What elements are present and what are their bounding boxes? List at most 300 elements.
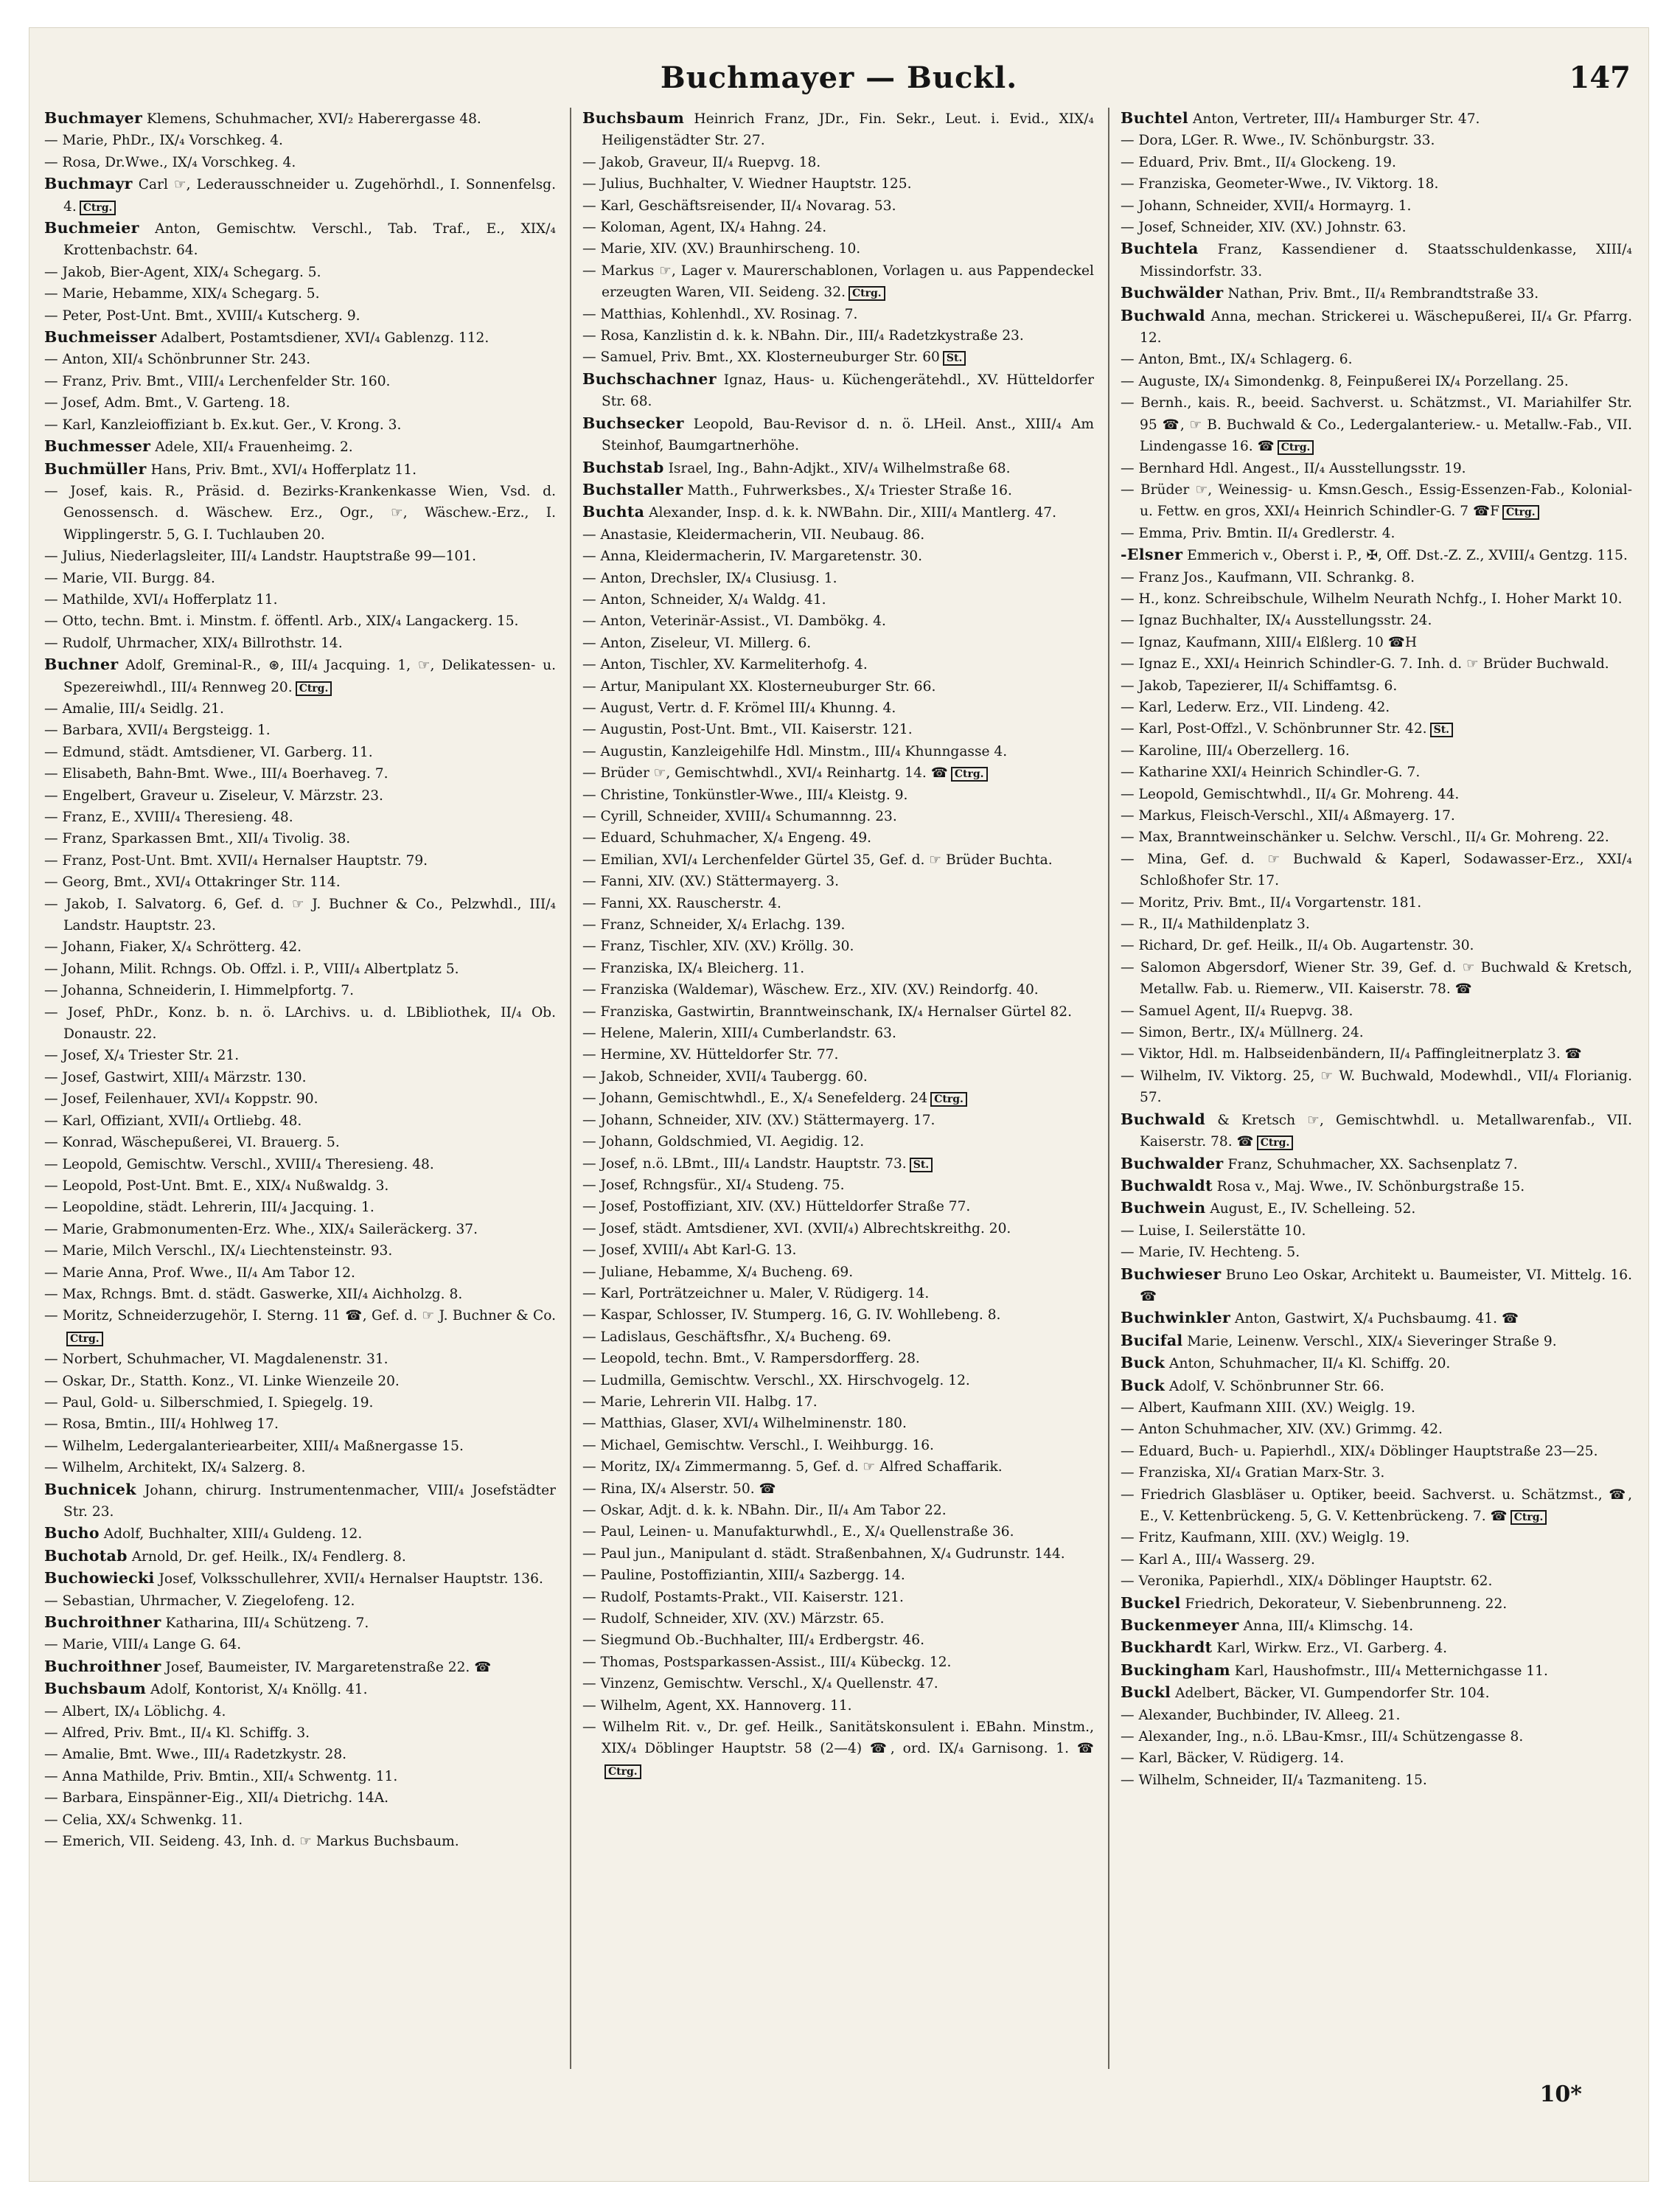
entry-text: — Leopold, Gemischtwhdl., II/₄ Gr. Mohreng. 44.	[1121, 786, 1460, 802]
directory-entry-headword	[44, 1612, 556, 1634]
entry-text: Franz, Schuhmacher, XX. Sachsenplatz 7.	[1227, 1156, 1518, 1172]
entry-text: — Franz, Priv. Bmt., VIII/₄ Lerchenfelder Str. 160.	[44, 373, 391, 389]
directory-entry-headword	[582, 479, 1094, 501]
entry-text: — Marie, VII. Burgg. 84.	[44, 570, 215, 586]
directory-entry	[582, 741, 1094, 762]
directory-entry-headword	[1121, 1197, 1632, 1220]
entry-text: — Julius, Buchhalter, V. Wiedner Hauptstr. 125.	[582, 176, 912, 192]
directory-entry	[44, 371, 556, 392]
entry-text: — Rina, IX/₄ Alserstr. 50. ☎	[582, 1481, 776, 1497]
entry-text: — Samuel, Priv. Bmt., XX. Klosterneuburger Str. 60	[582, 349, 940, 366]
entry-text: — R., II/₄ Mathildenplatz 3.	[1121, 917, 1310, 933]
entry-text: — Max, Branntweinschänker u. Selchw. Verschl., II/₄ Gr. Mohreng. 22.	[1121, 830, 1609, 846]
directory-entry	[44, 936, 556, 958]
entry-text: — Alfred, Priv. Bmt., II/₄ Kl. Schiffg. 3.	[44, 1725, 310, 1742]
entry-surname: Buchtela	[1121, 240, 1199, 258]
entry-text: — Karl, Porträtzeichner u. Maler, V. Rüdigerg. 14.	[582, 1285, 930, 1301]
entry-text: Bruno Leo Oskar, Architekt u. Baumeister, VI. Mittelg. 16. ☎	[1140, 1267, 1632, 1304]
entry-text: Anna, III/₄ Klimschg. 14.	[1243, 1618, 1414, 1635]
directory-entry	[44, 980, 556, 1001]
directory-entry	[1121, 1065, 1632, 1109]
entry-text: — Alexander, Buchbinder, IV. Alleeg. 21.	[1121, 1707, 1401, 1723]
directory-entry	[44, 720, 556, 741]
directory-entry	[582, 1044, 1094, 1065]
directory-entry	[582, 1023, 1094, 1044]
entry-text: Alexander, Insp. d. k. k. NWBahn. Dir., XIII/₄ Mantlerg. 47.	[649, 505, 1057, 521]
directory-entry	[44, 1744, 556, 1765]
directory-entry	[1121, 588, 1632, 610]
entry-surname: -Elsner	[1121, 546, 1183, 564]
entry-surname: Buchtel	[1121, 109, 1189, 127]
entry-text: — Barbara, Einspänner-Eig., XII/₄ Dietrichg. 14A.	[44, 1790, 389, 1806]
entry-text: — Samuel Agent, II/₄ Ruepvg. 38.	[1121, 1003, 1353, 1019]
directory-entry	[44, 1349, 556, 1370]
directory-entry-headword	[1121, 1593, 1632, 1615]
entry-text: — Josef, X/₄ Triester Str. 21.	[44, 1048, 240, 1064]
directory-entry	[44, 1436, 556, 1457]
entry-surname: Buchwald	[1121, 306, 1206, 324]
directory-entry	[582, 1110, 1094, 1131]
entry-text: — Konrad, Wäschepußerei, VI. Brauerg. 5.	[44, 1135, 340, 1151]
directory-entry	[44, 130, 556, 151]
entry-surname: Buchstab	[582, 458, 664, 476]
directory-entry	[44, 1067, 556, 1088]
directory-entry	[44, 568, 556, 589]
entry-text: — Josef, PhDr., Konz. b. n. ö. LArchivs. u. d. LBibliothek, II/₄ Ob. Donaustr. 22.	[44, 1004, 556, 1043]
directory-entry	[582, 1630, 1094, 1651]
entry-surname: Buchmesser	[44, 437, 151, 456]
column-divider	[570, 108, 571, 2069]
entry-text: — Ignaz, Kaufmann, XIII/₄ Elßlerg. 10 ☎H	[1121, 634, 1418, 650]
entry-text: Adele, XII/₄ Frauenheimg. 2.	[155, 439, 353, 456]
entry-badge: Ctrg.	[1511, 1510, 1547, 1525]
entry-text: — Johanna, Schneiderin, I. Himmelpfortg. 7.	[44, 983, 355, 999]
entry-text: Adolf, V. Schönbrunner Str. 66.	[1169, 1378, 1384, 1394]
directory-entry	[582, 1391, 1094, 1413]
entry-text: — Wilhelm, IV. Viktorg. 25, ☞ W. Buchwald, Modewhdl., VII/₄ Florianig. 57.	[1121, 1068, 1632, 1106]
directory-entry	[582, 304, 1094, 325]
entry-text: — Georg, Bmt., XVI/₄ Ottakringer Str. 114.	[44, 874, 341, 891]
directory-entry	[44, 283, 556, 305]
directory-entry	[582, 1456, 1094, 1478]
directory-entry	[582, 936, 1094, 957]
directory-entry-headword	[1121, 544, 1632, 566]
directory-entry	[1121, 371, 1632, 392]
directory-entry	[582, 1131, 1094, 1152]
directory-entry	[44, 1787, 556, 1809]
entry-surname: Buchowiecki	[44, 1569, 155, 1587]
directory-entry	[44, 1722, 556, 1744]
directory-entry-headword	[44, 459, 556, 481]
directory-entry	[44, 828, 556, 849]
directory-entry-headword	[582, 501, 1094, 524]
directory-entry	[44, 1284, 556, 1305]
directory-entry	[44, 850, 556, 872]
directory-entry	[582, 195, 1094, 217]
directory-entry	[582, 1521, 1094, 1543]
entry-text: Hans, Priv. Bmt., XVI/₄ Hofferplatz 11.	[150, 462, 417, 478]
directory-entry-headword	[44, 108, 556, 130]
directory-entry	[1121, 892, 1632, 914]
entry-badge: Ctrg.	[66, 1332, 103, 1346]
entry-text: — Jakob, Schneider, XVII/₄ Taubergg. 60.	[582, 1068, 868, 1085]
entry-text: — Luise, I. Seilerstätte 10.	[1121, 1222, 1306, 1239]
directory-entry	[582, 1304, 1094, 1326]
directory-entry	[44, 1262, 556, 1284]
entry-text: — Jakob, Bier-Agent, XIX/₄ Schegarg. 5.	[44, 264, 321, 280]
directory-entry-headword	[1121, 1615, 1632, 1637]
directory-entry	[582, 1283, 1094, 1304]
entry-text: — Karl A., III/₄ Wasserg. 29.	[1121, 1551, 1315, 1568]
directory-entry	[582, 676, 1094, 698]
directory-entry	[1121, 1220, 1632, 1242]
directory-entry	[1121, 632, 1632, 653]
running-title: Buchmayer — Buckl.	[660, 60, 1018, 95]
directory-entry	[582, 347, 1094, 368]
entry-text: — Matthias, Kohlenhdl., XV. Rosinag. 7.	[582, 306, 858, 322]
entry-text: — Marie, VIII/₄ Lange G. 64.	[44, 1637, 242, 1653]
directory-entry	[1121, 458, 1632, 479]
directory-entry	[44, 807, 556, 828]
directory-entry	[582, 1348, 1094, 1369]
directory-entry-headword	[1121, 1330, 1632, 1352]
directory-entry	[582, 1500, 1094, 1521]
entry-surname: Buchmeier	[44, 219, 139, 237]
directory-entry	[582, 173, 1094, 195]
entry-text: — Josef, kais. R., Präsid. d. Bezirks-Krankenkasse Wien, Vsd. d. Genossensch. d. Wäschew. Erz., Ogr., ☞, Wäschew.-Erz., I. Wipplingerstr. 5, G. I. Tuchlauben 20.	[44, 483, 556, 543]
entry-text: — Rosa, Bmtin., III/₄ Hohlweg 17.	[44, 1416, 279, 1433]
entry-text: — Johann, Goldschmied, VI. Aegidig. 12.	[582, 1134, 865, 1150]
directory-entry	[582, 1435, 1094, 1456]
entry-surname: Buchwaldt	[1121, 1176, 1213, 1194]
entry-text: Adolf, Greminal-R., ⊛, III/₄ Jacquing. 1, ☞, Delikatessen- u. Spezereiwhdl., III/₄ Rennweg 20.	[63, 658, 556, 695]
entry-text: — Auguste, IX/₄ Simondenkg. 8, Feinpußerei IX/₄ Porzellang. 25.	[1121, 373, 1569, 389]
directory-entry	[582, 1478, 1094, 1500]
directory-entry	[582, 1370, 1094, 1391]
entry-surname: Buchta	[582, 503, 645, 521]
entry-surname: Buchwieser	[1121, 1265, 1222, 1283]
entry-text: — August, Vertr. d. F. Krömel III/₄ Khunng. 4.	[582, 700, 896, 716]
directory-entry	[582, 1565, 1094, 1586]
directory-entry	[44, 1002, 556, 1046]
entry-text: — Dora, LGer. R. Wwe., IV. Schönburgstr. 33.	[1121, 133, 1435, 149]
entry-text: — Emilian, XVI/₄ Lerchenfelder Gürtel 35, Gef. d. ☞ Brüder Buchta.	[582, 852, 1053, 868]
directory-entry	[582, 1608, 1094, 1630]
directory-entry	[1121, 523, 1632, 544]
directory-entry	[1121, 1726, 1632, 1747]
directory-entry-headword	[1121, 1682, 1632, 1704]
entry-surname: Buckhardt	[1121, 1638, 1213, 1657]
entry-text: — Julius, Niederlagsleiter, III/₄ Landstr. Hauptstraße 99—101.	[44, 549, 476, 565]
entry-text: — Leopold, Post-Unt. Bmt. E., XIX/₄ Nußwaldg. 3.	[44, 1178, 389, 1194]
directory-entry	[44, 1175, 556, 1197]
entry-text: — Josef, Schneider, XIV. (XV.) Johnstr. 63.	[1121, 220, 1407, 236]
entry-text: — Leopoldine, städt. Lehrerin, III/₄ Jacquing. 1.	[44, 1200, 374, 1216]
entry-text: — Josef, Postoffiziant, XIV. (XV.) Hütteldorfer Straße 77.	[582, 1199, 971, 1215]
entry-text: — Paul, Gold- u. Silberschmied, I. Spiegelg. 19.	[44, 1394, 374, 1411]
directory-entry	[1121, 1397, 1632, 1419]
directory-entry	[582, 568, 1094, 589]
directory-entry-headword	[1121, 1264, 1632, 1308]
directory-entry	[582, 1239, 1094, 1261]
entry-text: — Wilhelm, Schneider, II/₄ Tazmaniteng. 15.	[1121, 1772, 1427, 1788]
entry-text: — Wilhelm, Ledergalanteriearbeiter, XIII/₄ Maßnergasse 15.	[44, 1438, 464, 1454]
entry-text: — Siegmund Ob.-Buchhalter, III/₄ Erdbergstr. 46.	[582, 1632, 924, 1649]
entry-text: — Helene, Malerin, XIII/₄ Cumberlandstr. 63.	[582, 1026, 896, 1042]
entry-text: — Franz, Sparkassen Bmt., XII/₄ Tivolig. 38.	[44, 831, 351, 847]
directory-entry	[582, 871, 1094, 892]
entry-badge: Ctrg.	[951, 767, 988, 782]
entry-text: — Bernhard Hdl. Angest., II/₄ Ausstellungsstr. 19.	[1121, 460, 1466, 476]
directory-entry-headword	[44, 1545, 556, 1568]
entry-text: — Katharine XXI/₄ Heinrich Schindler-G. 7.	[1121, 765, 1421, 781]
directory-entry-headword	[44, 218, 556, 262]
entry-text: — Oskar, Adjt. d. k. k. NBahn. Dir., II/₄ Am Tabor 22.	[582, 1503, 947, 1518]
directory-entry	[1121, 697, 1632, 718]
entry-text: — H., konz. Schreibschule, Wilhelm Neurath Nchfg., I. Hoher Markt 10.	[1121, 591, 1623, 607]
signature-mark: 10*	[1539, 2081, 1582, 2107]
entry-text: — Oskar, Dr., Statth. Konz., VI. Linke Wienzeile 20.	[44, 1373, 400, 1389]
directory-entry	[1121, 1001, 1632, 1022]
entry-text: — Veronika, Papierhdl., XIX/₄ Döblinger Hauptstr. 62.	[1121, 1573, 1493, 1590]
entry-text: — Fritz, Kaufmann, XIII. (XV.) Weiglg. 19.	[1121, 1530, 1410, 1546]
directory-entry-headword	[44, 1678, 556, 1700]
entry-text: — Anton, XII/₄ Schönbrunner Str. 243.	[44, 352, 311, 368]
entry-text: — Christine, Tonkünstler-Wwe., III/₄ Kleistg. 9.	[582, 787, 908, 803]
entry-text: Matth., Fuhrwerksbes., X/₄ Triester Straße 16.	[687, 482, 1012, 498]
directory-entry-headword	[44, 1656, 556, 1678]
directory-entry	[1121, 567, 1632, 588]
entry-text: — Anna, Kleidermacherin, IV. Margaretenstr. 30.	[582, 549, 923, 565]
directory-entry	[1121, 152, 1632, 173]
entry-surname: Buck	[1121, 1354, 1165, 1372]
directory-entry	[44, 959, 556, 980]
directory-entry	[44, 1110, 556, 1132]
entry-surname: Buckel	[1121, 1593, 1181, 1612]
entry-text: Johann, chirurg. Instrumentenmacher, VIII/₄ Josefstädter Str. 23.	[63, 1482, 556, 1520]
directory-entry	[582, 589, 1094, 611]
directory-entry	[44, 1219, 556, 1240]
directory-entry	[582, 1153, 1094, 1175]
entry-surname: Buchsbaum	[582, 109, 685, 127]
entry-text: — Karl, Offiziant, XVII/₄ Ortliebg. 48.	[44, 1113, 302, 1129]
entry-text: — Leopold, Gemischtw. Verschl., XVIII/₄ Theresieng. 48.	[44, 1156, 434, 1172]
entry-text: — Josef, Feilenhauer, XVI/₄ Koppstr. 90.	[44, 1091, 318, 1107]
entry-text: — Anna Mathilde, Priv. Bmtin., XII/₄ Schwentg. 11.	[44, 1768, 398, 1784]
entry-text: — Barbara, XVII/₄ Bergsteigg. 1.	[44, 723, 271, 739]
directory-entry	[1121, 675, 1632, 697]
entry-text: Anton, Schuhmacher, II/₄ Kl. Schiffg. 20.	[1169, 1356, 1451, 1372]
directory-entry	[1121, 1484, 1632, 1528]
entry-surname: Buchwein	[1121, 1199, 1206, 1217]
directory-entry	[1121, 762, 1632, 783]
directory-entry	[1121, 1419, 1632, 1440]
directory-entry-headword	[1121, 108, 1632, 130]
directory-entry	[582, 217, 1094, 238]
entry-text: — Anton, Ziseleur, VI. Millerg. 6.	[582, 635, 812, 651]
directory-entry	[582, 958, 1094, 979]
entry-text: — Richard, Dr. gef. Heilk., II/₄ Ob. Augartenstr. 30.	[1121, 938, 1474, 954]
entry-text: — Peter, Post-Unt. Bmt., XVIII/₄ Kutscherg. 9.	[44, 307, 360, 324]
entry-badge: Ctrg.	[1278, 440, 1314, 455]
directory-entry	[44, 262, 556, 283]
directory-entry	[44, 785, 556, 807]
entry-text: — Franz, Post-Unt. Bmt. XVII/₄ Hernalser Hauptstr. 79.	[44, 852, 428, 869]
directory-entry	[1121, 740, 1632, 762]
entry-text: — Hermine, XV. Hütteldorfer Str. 77.	[582, 1047, 839, 1063]
directory-entry	[44, 1831, 556, 1852]
entry-surname: Buchmüller	[44, 459, 147, 478]
entry-surname: Buchmayr	[44, 175, 133, 193]
entry-surname: Bucho	[44, 1524, 100, 1543]
directory-entry	[44, 1634, 556, 1655]
entry-surname: Buchmeisser	[44, 328, 157, 347]
directory-entry	[582, 1175, 1094, 1196]
entry-surname: Buchroithner	[44, 1613, 161, 1632]
directory-entry-headword	[1121, 1660, 1632, 1682]
entry-text: — Viktor, Hdl. m. Halbseidenbändern, II/₄ Paffingleitnerplatz 3. ☎	[1121, 1046, 1582, 1062]
entry-badge: Ctrg.	[1257, 1135, 1294, 1150]
entry-text: — Celia, XX/₄ Schwenkg. 11.	[44, 1812, 243, 1828]
entry-text: — Wilhelm Rit. v., Dr. gef. Heilk., Sanitätskonsulent i. EBahn. Minstm., XIX/₄ Döblinger Hauptstr. 58 (2—4) ☎, ord. IX/₄ Garnisong. 1. ☎	[582, 1719, 1094, 1757]
directory-entry	[44, 1766, 556, 1787]
entry-text: — Anton, Drechsler, IX/₄ Clusiusg. 1.	[582, 570, 837, 586]
entry-text: — Salomon Abgersdorf, Wiener Str. 39, Gef. d. ☞ Buchwald & Kretsch, Metallw. Fab. u. Riemerw., VII. Kaiserstr. 78. ☎	[1121, 959, 1632, 998]
entry-text: — Johann, Fiaker, X/₄ Schrötterg. 42.	[44, 939, 302, 956]
entry-text: — Rosa, Dr.Wwe., IX/₄ Vorschkeg. 4.	[44, 154, 296, 170]
directory-entry	[44, 1413, 556, 1435]
directory-entry	[44, 349, 556, 370]
entry-text: — Cyrill, Schneider, XVIII/₄ Schumannng. 23.	[582, 809, 897, 824]
page-header	[29, 60, 1648, 105]
entry-text: — Franziska, Geometer-Wwe., IV. Viktorg. 18.	[1121, 176, 1439, 192]
entry-text: — Franz, E., XVIII/₄ Theresieng. 48.	[44, 810, 293, 825]
directory-entry-headword	[1121, 1175, 1632, 1197]
directory-entry	[582, 1543, 1094, 1565]
directory-entry	[1121, 1441, 1632, 1462]
directory-entry	[44, 1305, 556, 1349]
directory-entry	[44, 305, 556, 327]
entry-badge: St.	[943, 351, 966, 366]
column-2	[582, 108, 1094, 2069]
directory-entry	[44, 414, 556, 436]
entry-text: — Jakob, Graveur, II/₄ Ruepvg. 18.	[582, 154, 821, 170]
entry-text: — Anton, Tischler, XV. Karmeliterhofg. 4.	[582, 657, 868, 673]
directory-entry-headword	[44, 173, 556, 218]
entry-text: — Marie, Hebamme, XIX/₄ Schegarg. 5.	[44, 286, 320, 302]
directory-entry	[44, 742, 556, 763]
entry-surname: Buckingham	[1121, 1660, 1230, 1679]
directory-entry	[44, 546, 556, 567]
directory-entry	[1121, 849, 1632, 892]
entry-text: — Jakob, I. Salvatorg. 6, Gef. d. ☞ J. Buchner & Co., Pelzwhdl., III/₄ Landstr. Hauptstr. 23.	[44, 896, 556, 934]
entry-text: — Marie, XIV. (XV.) Braunhirscheng. 10.	[582, 241, 861, 257]
entry-text: — Anton, Schneider, X/₄ Waldg. 41.	[582, 591, 826, 608]
entry-text: — Anton, Bmt., IX/₄ Schlagerg. 6.	[1121, 352, 1353, 368]
entry-text: — Johann, Schneider, XIV. (XV.) Stättermayerg. 17.	[582, 1112, 935, 1128]
directory-entry-headword	[1121, 1375, 1632, 1397]
entry-surname: Buckenmeyer	[1121, 1616, 1239, 1635]
directory-entry	[1121, 935, 1632, 956]
entry-text: — Marie, PhDr., IX/₄ Vorschkeg. 4.	[44, 133, 283, 149]
entry-text: — Karl, Geschäftsreisender, II/₄ Novarag. 53.	[582, 198, 896, 214]
entry-text: Karl, Wirkw. Erz., VI. Garberg. 4.	[1216, 1641, 1448, 1657]
directory-entry	[582, 1326, 1094, 1348]
directory-entry	[1121, 805, 1632, 827]
entry-text: — Max, Rchngs. Bmt. d. städt. Gaswerke, XII/₄ Aichholzg. 8.	[44, 1286, 463, 1302]
directory-entry	[582, 1587, 1094, 1608]
entry-surname: Buchwalder	[1121, 1154, 1224, 1172]
directory-entry	[44, 633, 556, 654]
directory-entry	[44, 1457, 556, 1478]
directory-entry	[582, 719, 1094, 740]
entry-text: Adolf, Kontorist, X/₄ Knöllg. 41.	[150, 1682, 368, 1698]
entry-text: Arnold, Dr. gef. Heilk., IX/₄ Fendlerg. 8.	[131, 1548, 406, 1565]
entry-surname: Buckl	[1121, 1683, 1171, 1702]
directory-entry-headword	[1121, 282, 1632, 305]
directory-entry	[1121, 217, 1632, 238]
entry-text: — Thomas, Postsparkassen-Assist., III/₄ Kübeckg. 12.	[582, 1654, 952, 1670]
directory-entry	[1121, 195, 1632, 217]
entry-text: — Moritz, Schneiderzugehör, I. Sterng. 11 ☎, Gef. d. ☞ J. Buchner & Co.	[44, 1308, 556, 1324]
entry-badge: Ctrg.	[296, 681, 332, 696]
directory-entry	[582, 611, 1094, 632]
directory-entry-headword	[44, 327, 556, 349]
directory-entry	[44, 481, 556, 546]
entry-text: — Albert, IX/₄ Löblichg. 4.	[44, 1703, 226, 1719]
directory-entry	[44, 1809, 556, 1831]
directory-entry	[1121, 130, 1632, 151]
entry-text: — Elisabeth, Bahn-Bmt. Wwe., III/₄ Boerhaveg. 7.	[44, 766, 388, 782]
directory-entry	[582, 785, 1094, 806]
entry-text: — Marie Anna, Prof. Wwe., II/₄ Am Tabor 12.	[44, 1265, 355, 1281]
entry-text: — Franziska, XI/₄ Gratian Marx-Str. 3.	[1121, 1465, 1385, 1481]
directory-entry	[44, 392, 556, 414]
directory-entry	[1121, 827, 1632, 848]
directory-entry-headword	[582, 369, 1094, 413]
entry-text: — Ignaz E., XXI/₄ Heinrich Schindler-G. 7. Inh. d. ☞ Brüder Buchwald.	[1121, 656, 1609, 672]
directory-entry-headword	[44, 654, 556, 698]
entry-text: Adelbert, Bäcker, VI. Gumpendorfer Str. 104.	[1175, 1686, 1490, 1702]
directory-entry	[44, 1045, 556, 1066]
entry-text: — Alexander, Ing., n.ö. LBau-Kmsr., III/₄ Schützengasse 8.	[1121, 1729, 1524, 1745]
entry-text: — Kaspar, Schlosser, IV. Stumperg. 16, G. IV. Wohllebeng. 8.	[582, 1307, 1001, 1324]
entry-text: — Brüder ☞, Gemischtwhdl., XVI/₄ Reinhartg. 14. ☎	[582, 765, 948, 782]
directory-entry	[44, 1590, 556, 1612]
entry-text: Carl ☞, Lederausschneider u. Zugehörhdl., I. Sonnenfelsg. 4.	[63, 177, 556, 215]
directory-entry	[582, 524, 1094, 546]
entry-text: — Albert, Kaufmann XIII. (XV.) Weiglg. 19.	[1121, 1399, 1415, 1416]
directory-entry-headword	[1121, 1109, 1632, 1153]
entry-text: — Markus, Fleisch-Verschl., XII/₄ Aßmayerg. 17.	[1121, 808, 1455, 824]
directory-entry-headword	[1121, 238, 1632, 282]
entry-text: — Anastasie, Kleidermacherin, VII. Neubaug. 86.	[582, 526, 925, 543]
directory-entry-headword	[1121, 1307, 1632, 1329]
entry-text: Adolf, Buchhalter, XIII/₄ Guldeng. 12.	[103, 1526, 363, 1543]
directory-entry	[582, 1695, 1094, 1717]
entry-text: — Johann, Gemischtwhdl., E., X/₄ Senefelderg. 24	[582, 1091, 928, 1107]
directory-entry-headword	[1121, 1352, 1632, 1374]
entry-text: — Marie, IV. Hechteng. 5.	[1121, 1245, 1300, 1261]
entry-text: — Friedrich Glasbläser u. Optiker, beeid. Sachverst. u. Schätzmst., ☎, E., V. Kettenbrückeng. 5, G. V. Kettenbrückeng. 7. ☎	[1121, 1486, 1632, 1524]
entry-text: Josef, Baumeister, IV. Margaretenstraße 22. ☎	[165, 1659, 492, 1675]
entry-text: — Michael, Gemischtw. Verschl., I. Weihburgg. 16.	[582, 1437, 934, 1453]
entry-text: Leopold, Bau-Revisor d. n. ö. LHeil. Anst., XIII/₄ Am Steinhof, Baumgartnerhöhe.	[602, 416, 1094, 454]
directory-entry	[44, 1197, 556, 1218]
entry-text: — Fanni, XX. Rauscherstr. 4.	[582, 895, 781, 911]
entry-text: Nathan, Priv. Bmt., II/₄ Rembrandtstraße 33.	[1227, 286, 1539, 302]
entry-text: — Franz, Tischler, XIV. (XV.) Kröllg. 30.	[582, 939, 854, 955]
